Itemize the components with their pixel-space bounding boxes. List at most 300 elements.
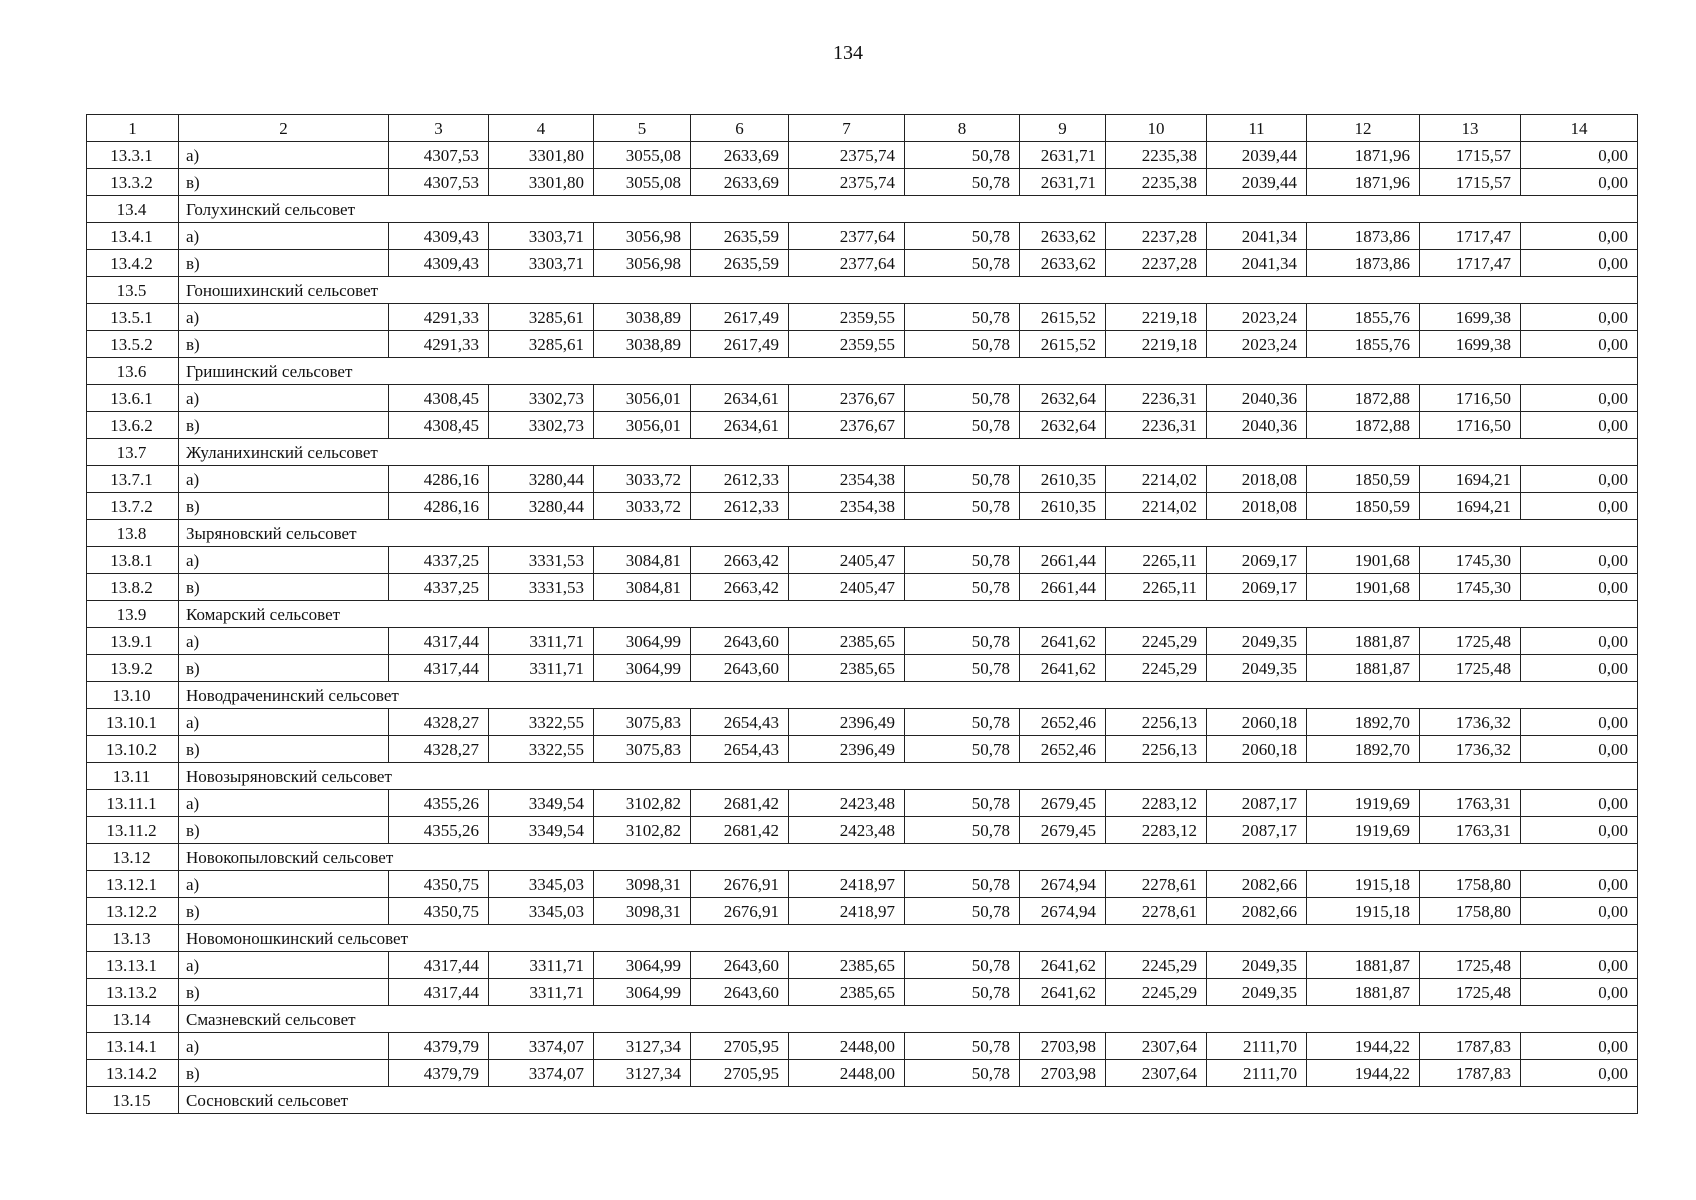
cell-col-14: 0,00: [1521, 709, 1638, 736]
cell-col-8: 50,78: [905, 898, 1020, 925]
cell-col-8: 50,78: [905, 817, 1020, 844]
column-header-1: 1: [87, 115, 179, 142]
cell-col-9: 2632,64: [1020, 412, 1106, 439]
cell-col-11: 2018,08: [1207, 493, 1307, 520]
cell-col-13: 1699,38: [1420, 304, 1521, 331]
cell-col-14: 0,00: [1521, 493, 1638, 520]
cell-col-10: 2235,38: [1106, 142, 1207, 169]
cell-col-8: 50,78: [905, 1033, 1020, 1060]
cell-col-14: 0,00: [1521, 898, 1638, 925]
section-row: [87, 925, 1638, 952]
row-label: в): [179, 574, 389, 601]
cell-col-12: 1881,87: [1307, 979, 1420, 1006]
cell-col-10: 2256,13: [1106, 736, 1207, 763]
cell-col-8: 50,78: [905, 250, 1020, 277]
table-row: [87, 574, 1638, 601]
cell-col-8: 50,78: [905, 628, 1020, 655]
cell-col-12: 1873,86: [1307, 250, 1420, 277]
cell-col-12: 1872,88: [1307, 385, 1420, 412]
row-number: 13.4: [87, 196, 179, 223]
cell-col-5: 3064,99: [594, 655, 691, 682]
cell-col-5: 3102,82: [594, 817, 691, 844]
cell-col-5: 3127,34: [594, 1033, 691, 1060]
cell-col-9: 2641,62: [1020, 628, 1106, 655]
cell-col-6: 2654,43: [691, 736, 789, 763]
cell-col-3: 4286,16: [389, 466, 489, 493]
cell-col-10: 2219,18: [1106, 304, 1207, 331]
row-label: в): [179, 331, 389, 358]
table-row: [87, 466, 1638, 493]
cell-col-4: 3311,71: [489, 952, 594, 979]
cell-col-13: 1716,50: [1420, 385, 1521, 412]
cell-col-6: 2681,42: [691, 817, 789, 844]
cell-col-3: 4309,43: [389, 223, 489, 250]
cell-col-12: 1915,18: [1307, 898, 1420, 925]
row-number: 13.13.1: [87, 952, 179, 979]
cell-col-5: 3098,31: [594, 898, 691, 925]
column-header-11: 11: [1207, 115, 1307, 142]
cell-col-9: 2615,52: [1020, 331, 1106, 358]
row-label: в): [179, 412, 389, 439]
cell-col-5: 3102,82: [594, 790, 691, 817]
cell-col-7: 2385,65: [789, 628, 905, 655]
cell-col-10: 2237,28: [1106, 223, 1207, 250]
cell-col-7: 2418,97: [789, 898, 905, 925]
cell-col-3: 4317,44: [389, 628, 489, 655]
row-number: 13.9.2: [87, 655, 179, 682]
cell-col-4: 3374,07: [489, 1060, 594, 1087]
row-number: 13.10: [87, 682, 179, 709]
row-label: в): [179, 898, 389, 925]
cell-col-10: 2235,38: [1106, 169, 1207, 196]
cell-col-5: 3056,01: [594, 412, 691, 439]
column-header-13: 13: [1420, 115, 1521, 142]
cell-col-8: 50,78: [905, 1060, 1020, 1087]
cell-col-12: 1881,87: [1307, 628, 1420, 655]
cell-col-11: 2023,24: [1207, 304, 1307, 331]
cell-col-6: 2681,42: [691, 790, 789, 817]
cell-col-3: 4291,33: [389, 304, 489, 331]
row-label: в): [179, 169, 389, 196]
cell-col-8: 50,78: [905, 736, 1020, 763]
cell-col-11: 2049,35: [1207, 979, 1307, 1006]
column-header-4: 4: [489, 115, 594, 142]
cell-col-4: 3349,54: [489, 790, 594, 817]
table-row: [87, 412, 1638, 439]
cell-col-11: 2069,17: [1207, 547, 1307, 574]
cell-col-7: 2423,48: [789, 817, 905, 844]
section-title: Новодраченинский сельсовет: [179, 682, 1638, 709]
row-label: в): [179, 655, 389, 682]
cell-col-14: 0,00: [1521, 817, 1638, 844]
cell-col-4: 3311,71: [489, 979, 594, 1006]
cell-col-12: 1919,69: [1307, 817, 1420, 844]
cell-col-3: 4309,43: [389, 250, 489, 277]
cell-col-11: 2039,44: [1207, 142, 1307, 169]
row-number: 13.15: [87, 1087, 179, 1114]
cell-col-3: 4328,27: [389, 709, 489, 736]
cell-col-13: 1787,83: [1420, 1060, 1521, 1087]
cell-col-4: 3331,53: [489, 574, 594, 601]
cell-col-6: 2635,59: [691, 223, 789, 250]
section-title: Гоношихинский сельсовет: [179, 277, 1638, 304]
cell-col-4: 3302,73: [489, 385, 594, 412]
cell-col-4: 3311,71: [489, 628, 594, 655]
cell-col-11: 2039,44: [1207, 169, 1307, 196]
row-label: а): [179, 628, 389, 655]
cell-col-10: 2283,12: [1106, 790, 1207, 817]
cell-col-14: 0,00: [1521, 655, 1638, 682]
cell-col-6: 2643,60: [691, 628, 789, 655]
cell-col-4: 3280,44: [489, 493, 594, 520]
cell-col-7: 2376,67: [789, 412, 905, 439]
cell-col-3: 4328,27: [389, 736, 489, 763]
cell-col-10: 2237,28: [1106, 250, 1207, 277]
section-row: [87, 844, 1638, 871]
row-number: 13.12.1: [87, 871, 179, 898]
section-row: [87, 520, 1638, 547]
cell-col-14: 0,00: [1521, 979, 1638, 1006]
cell-col-7: 2396,49: [789, 736, 905, 763]
cell-col-7: 2376,67: [789, 385, 905, 412]
row-number: 13.11: [87, 763, 179, 790]
cell-col-4: 3331,53: [489, 547, 594, 574]
row-number: 13.7.2: [87, 493, 179, 520]
cell-col-10: 2236,31: [1106, 385, 1207, 412]
cell-col-9: 2631,71: [1020, 169, 1106, 196]
cell-col-11: 2023,24: [1207, 331, 1307, 358]
cell-col-14: 0,00: [1521, 1060, 1638, 1087]
cell-col-13: 1699,38: [1420, 331, 1521, 358]
row-number: 13.8: [87, 520, 179, 547]
cell-col-9: 2674,94: [1020, 871, 1106, 898]
table-row: [87, 790, 1638, 817]
cell-col-10: 2245,29: [1106, 979, 1207, 1006]
row-label: а): [179, 304, 389, 331]
cell-col-8: 50,78: [905, 979, 1020, 1006]
cell-col-12: 1855,76: [1307, 304, 1420, 331]
column-header-7: 7: [789, 115, 905, 142]
cell-col-12: 1881,87: [1307, 952, 1420, 979]
cell-col-13: 1736,32: [1420, 709, 1521, 736]
table-row: [87, 871, 1638, 898]
cell-col-14: 0,00: [1521, 385, 1638, 412]
row-number: 13.4.2: [87, 250, 179, 277]
cell-col-5: 3075,83: [594, 709, 691, 736]
row-label: а): [179, 466, 389, 493]
cell-col-4: 3303,71: [489, 223, 594, 250]
cell-col-12: 1871,96: [1307, 169, 1420, 196]
cell-col-3: 4355,26: [389, 790, 489, 817]
cell-col-9: 2703,98: [1020, 1060, 1106, 1087]
cell-col-4: 3349,54: [489, 817, 594, 844]
cell-col-4: 3303,71: [489, 250, 594, 277]
cell-col-13: 1745,30: [1420, 547, 1521, 574]
cell-col-7: 2448,00: [789, 1060, 905, 1087]
cell-col-9: 2631,71: [1020, 142, 1106, 169]
section-row: [87, 763, 1638, 790]
cell-col-11: 2060,18: [1207, 736, 1307, 763]
cell-col-8: 50,78: [905, 169, 1020, 196]
row-label: а): [179, 142, 389, 169]
cell-col-5: 3033,72: [594, 466, 691, 493]
cell-col-13: 1725,48: [1420, 952, 1521, 979]
section-row: [87, 1006, 1638, 1033]
cell-col-13: 1717,47: [1420, 223, 1521, 250]
cell-col-13: 1715,57: [1420, 142, 1521, 169]
cell-col-3: 4355,26: [389, 817, 489, 844]
table-row: [87, 1033, 1638, 1060]
section-title: Комарский сельсовет: [179, 601, 1638, 628]
cell-col-9: 2633,62: [1020, 223, 1106, 250]
cell-col-13: 1745,30: [1420, 574, 1521, 601]
cell-col-11: 2041,34: [1207, 223, 1307, 250]
row-number: 13.14.2: [87, 1060, 179, 1087]
cell-col-6: 2617,49: [691, 331, 789, 358]
cell-col-14: 0,00: [1521, 412, 1638, 439]
cell-col-8: 50,78: [905, 385, 1020, 412]
cell-col-8: 50,78: [905, 223, 1020, 250]
cell-col-9: 2661,44: [1020, 574, 1106, 601]
cell-col-12: 1892,70: [1307, 709, 1420, 736]
cell-col-4: 3345,03: [489, 871, 594, 898]
column-header-9: 9: [1020, 115, 1106, 142]
cell-col-8: 50,78: [905, 871, 1020, 898]
section-row: [87, 196, 1638, 223]
cell-col-9: 2610,35: [1020, 466, 1106, 493]
section-title: Новозыряновский сельсовет: [179, 763, 1638, 790]
cell-col-12: 1850,59: [1307, 493, 1420, 520]
cell-col-5: 3084,81: [594, 574, 691, 601]
tariff-table: [86, 114, 1638, 1114]
cell-col-4: 3280,44: [489, 466, 594, 493]
cell-col-6: 2643,60: [691, 655, 789, 682]
cell-col-11: 2040,36: [1207, 385, 1307, 412]
row-label: а): [179, 871, 389, 898]
cell-col-7: 2385,65: [789, 979, 905, 1006]
cell-col-11: 2018,08: [1207, 466, 1307, 493]
cell-col-11: 2069,17: [1207, 574, 1307, 601]
cell-col-11: 2049,35: [1207, 628, 1307, 655]
row-number: 13.3.1: [87, 142, 179, 169]
table-row: [87, 898, 1638, 925]
row-label: в): [179, 1060, 389, 1087]
column-header-10: 10: [1106, 115, 1207, 142]
section-row: [87, 682, 1638, 709]
cell-col-4: 3311,71: [489, 655, 594, 682]
cell-col-7: 2375,74: [789, 169, 905, 196]
cell-col-14: 0,00: [1521, 952, 1638, 979]
row-number: 13.12: [87, 844, 179, 871]
cell-col-10: 2307,64: [1106, 1033, 1207, 1060]
cell-col-12: 1873,86: [1307, 223, 1420, 250]
cell-col-12: 1944,22: [1307, 1033, 1420, 1060]
cell-col-14: 0,00: [1521, 574, 1638, 601]
cell-col-10: 2245,29: [1106, 628, 1207, 655]
row-number: 13.6.1: [87, 385, 179, 412]
cell-col-9: 2674,94: [1020, 898, 1106, 925]
cell-col-4: 3322,55: [489, 709, 594, 736]
row-number: 13.3.2: [87, 169, 179, 196]
row-number: 13.9.1: [87, 628, 179, 655]
cell-col-5: 3084,81: [594, 547, 691, 574]
cell-col-11: 2041,34: [1207, 250, 1307, 277]
cell-col-9: 2661,44: [1020, 547, 1106, 574]
cell-col-8: 50,78: [905, 574, 1020, 601]
page-number: 134: [833, 42, 863, 64]
cell-col-12: 1850,59: [1307, 466, 1420, 493]
cell-col-6: 2612,33: [691, 493, 789, 520]
row-label: в): [179, 979, 389, 1006]
cell-col-9: 2641,62: [1020, 655, 1106, 682]
cell-col-11: 2060,18: [1207, 709, 1307, 736]
cell-col-8: 50,78: [905, 952, 1020, 979]
cell-col-8: 50,78: [905, 412, 1020, 439]
cell-col-14: 0,00: [1521, 142, 1638, 169]
cell-col-3: 4308,45: [389, 385, 489, 412]
table-row: [87, 736, 1638, 763]
section-title: Новокопыловский сельсовет: [179, 844, 1638, 871]
cell-col-3: 4308,45: [389, 412, 489, 439]
column-header-12: 12: [1307, 115, 1420, 142]
cell-col-5: 3064,99: [594, 979, 691, 1006]
cell-col-9: 2632,64: [1020, 385, 1106, 412]
cell-col-8: 50,78: [905, 709, 1020, 736]
cell-col-6: 2676,91: [691, 871, 789, 898]
cell-col-3: 4350,75: [389, 871, 489, 898]
table-row: [87, 385, 1638, 412]
cell-col-7: 2377,64: [789, 250, 905, 277]
table-row: [87, 142, 1638, 169]
cell-col-7: 2354,38: [789, 493, 905, 520]
cell-col-8: 50,78: [905, 142, 1020, 169]
cell-col-11: 2082,66: [1207, 898, 1307, 925]
cell-col-10: 2278,61: [1106, 871, 1207, 898]
cell-col-9: 2652,46: [1020, 736, 1106, 763]
cell-col-8: 50,78: [905, 304, 1020, 331]
cell-col-7: 2377,64: [789, 223, 905, 250]
cell-col-7: 2423,48: [789, 790, 905, 817]
row-number: 13.11.1: [87, 790, 179, 817]
cell-col-13: 1736,32: [1420, 736, 1521, 763]
cell-col-13: 1725,48: [1420, 655, 1521, 682]
cell-col-13: 1758,80: [1420, 871, 1521, 898]
cell-col-6: 2654,43: [691, 709, 789, 736]
row-number: 13.5.1: [87, 304, 179, 331]
cell-col-9: 2679,45: [1020, 790, 1106, 817]
table-row: [87, 547, 1638, 574]
cell-col-8: 50,78: [905, 466, 1020, 493]
cell-col-3: 4317,44: [389, 952, 489, 979]
table-row: [87, 628, 1638, 655]
cell-col-4: 3301,80: [489, 142, 594, 169]
section-title: Голухинский сельсовет: [179, 196, 1638, 223]
cell-col-14: 0,00: [1521, 547, 1638, 574]
row-number: 13.5.2: [87, 331, 179, 358]
cell-col-6: 2705,95: [691, 1033, 789, 1060]
cell-col-13: 1717,47: [1420, 250, 1521, 277]
section-title: Новомоношкинский сельсовет: [179, 925, 1638, 952]
table-body: [87, 115, 1638, 1114]
cell-col-7: 2359,55: [789, 331, 905, 358]
cell-col-13: 1758,80: [1420, 898, 1521, 925]
cell-col-10: 2307,64: [1106, 1060, 1207, 1087]
row-number: 13.5: [87, 277, 179, 304]
row-label: в): [179, 817, 389, 844]
cell-col-6: 2676,91: [691, 898, 789, 925]
cell-col-5: 3064,99: [594, 628, 691, 655]
cell-col-12: 1919,69: [1307, 790, 1420, 817]
cell-col-11: 2087,17: [1207, 817, 1307, 844]
cell-col-5: 3064,99: [594, 952, 691, 979]
section-row: [87, 277, 1638, 304]
cell-col-14: 0,00: [1521, 790, 1638, 817]
section-row: [87, 601, 1638, 628]
cell-col-8: 50,78: [905, 547, 1020, 574]
cell-col-14: 0,00: [1521, 169, 1638, 196]
cell-col-13: 1763,31: [1420, 817, 1521, 844]
section-row: [87, 439, 1638, 466]
cell-col-7: 2448,00: [789, 1033, 905, 1060]
cell-col-3: 4307,53: [389, 142, 489, 169]
row-number: 13.14.1: [87, 1033, 179, 1060]
cell-col-3: 4291,33: [389, 331, 489, 358]
table-row: [87, 169, 1638, 196]
cell-col-12: 1901,68: [1307, 547, 1420, 574]
section-title: Жуланихинский сельсовет: [179, 439, 1638, 466]
table-row: [87, 223, 1638, 250]
row-label: в): [179, 250, 389, 277]
cell-col-5: 3033,72: [594, 493, 691, 520]
row-number: 13.9: [87, 601, 179, 628]
cell-col-14: 0,00: [1521, 304, 1638, 331]
table-row: [87, 952, 1638, 979]
cell-col-6: 2633,69: [691, 169, 789, 196]
cell-col-3: 4307,53: [389, 169, 489, 196]
cell-col-12: 1855,76: [1307, 331, 1420, 358]
row-number: 13.8.1: [87, 547, 179, 574]
cell-col-12: 1915,18: [1307, 871, 1420, 898]
cell-col-11: 2082,66: [1207, 871, 1307, 898]
cell-col-14: 0,00: [1521, 466, 1638, 493]
table-row: [87, 979, 1638, 1006]
column-header-14: 14: [1521, 115, 1638, 142]
row-number: 13.14: [87, 1006, 179, 1033]
row-label: а): [179, 790, 389, 817]
section-row: [87, 1087, 1638, 1114]
row-label: а): [179, 952, 389, 979]
cell-col-13: 1694,21: [1420, 466, 1521, 493]
cell-col-4: 3345,03: [489, 898, 594, 925]
cell-col-3: 4379,79: [389, 1060, 489, 1087]
cell-col-6: 2643,60: [691, 979, 789, 1006]
row-number: 13.11.2: [87, 817, 179, 844]
cell-col-7: 2354,38: [789, 466, 905, 493]
cell-col-10: 2214,02: [1106, 493, 1207, 520]
cell-col-10: 2214,02: [1106, 466, 1207, 493]
cell-col-12: 1871,96: [1307, 142, 1420, 169]
cell-col-4: 3301,80: [489, 169, 594, 196]
cell-col-4: 3285,61: [489, 304, 594, 331]
cell-col-12: 1872,88: [1307, 412, 1420, 439]
row-number: 13.13: [87, 925, 179, 952]
row-number: 13.8.2: [87, 574, 179, 601]
cell-col-6: 2634,61: [691, 412, 789, 439]
cell-col-10: 2265,11: [1106, 547, 1207, 574]
cell-col-5: 3038,89: [594, 331, 691, 358]
row-number: 13.10.2: [87, 736, 179, 763]
cell-col-10: 2219,18: [1106, 331, 1207, 358]
